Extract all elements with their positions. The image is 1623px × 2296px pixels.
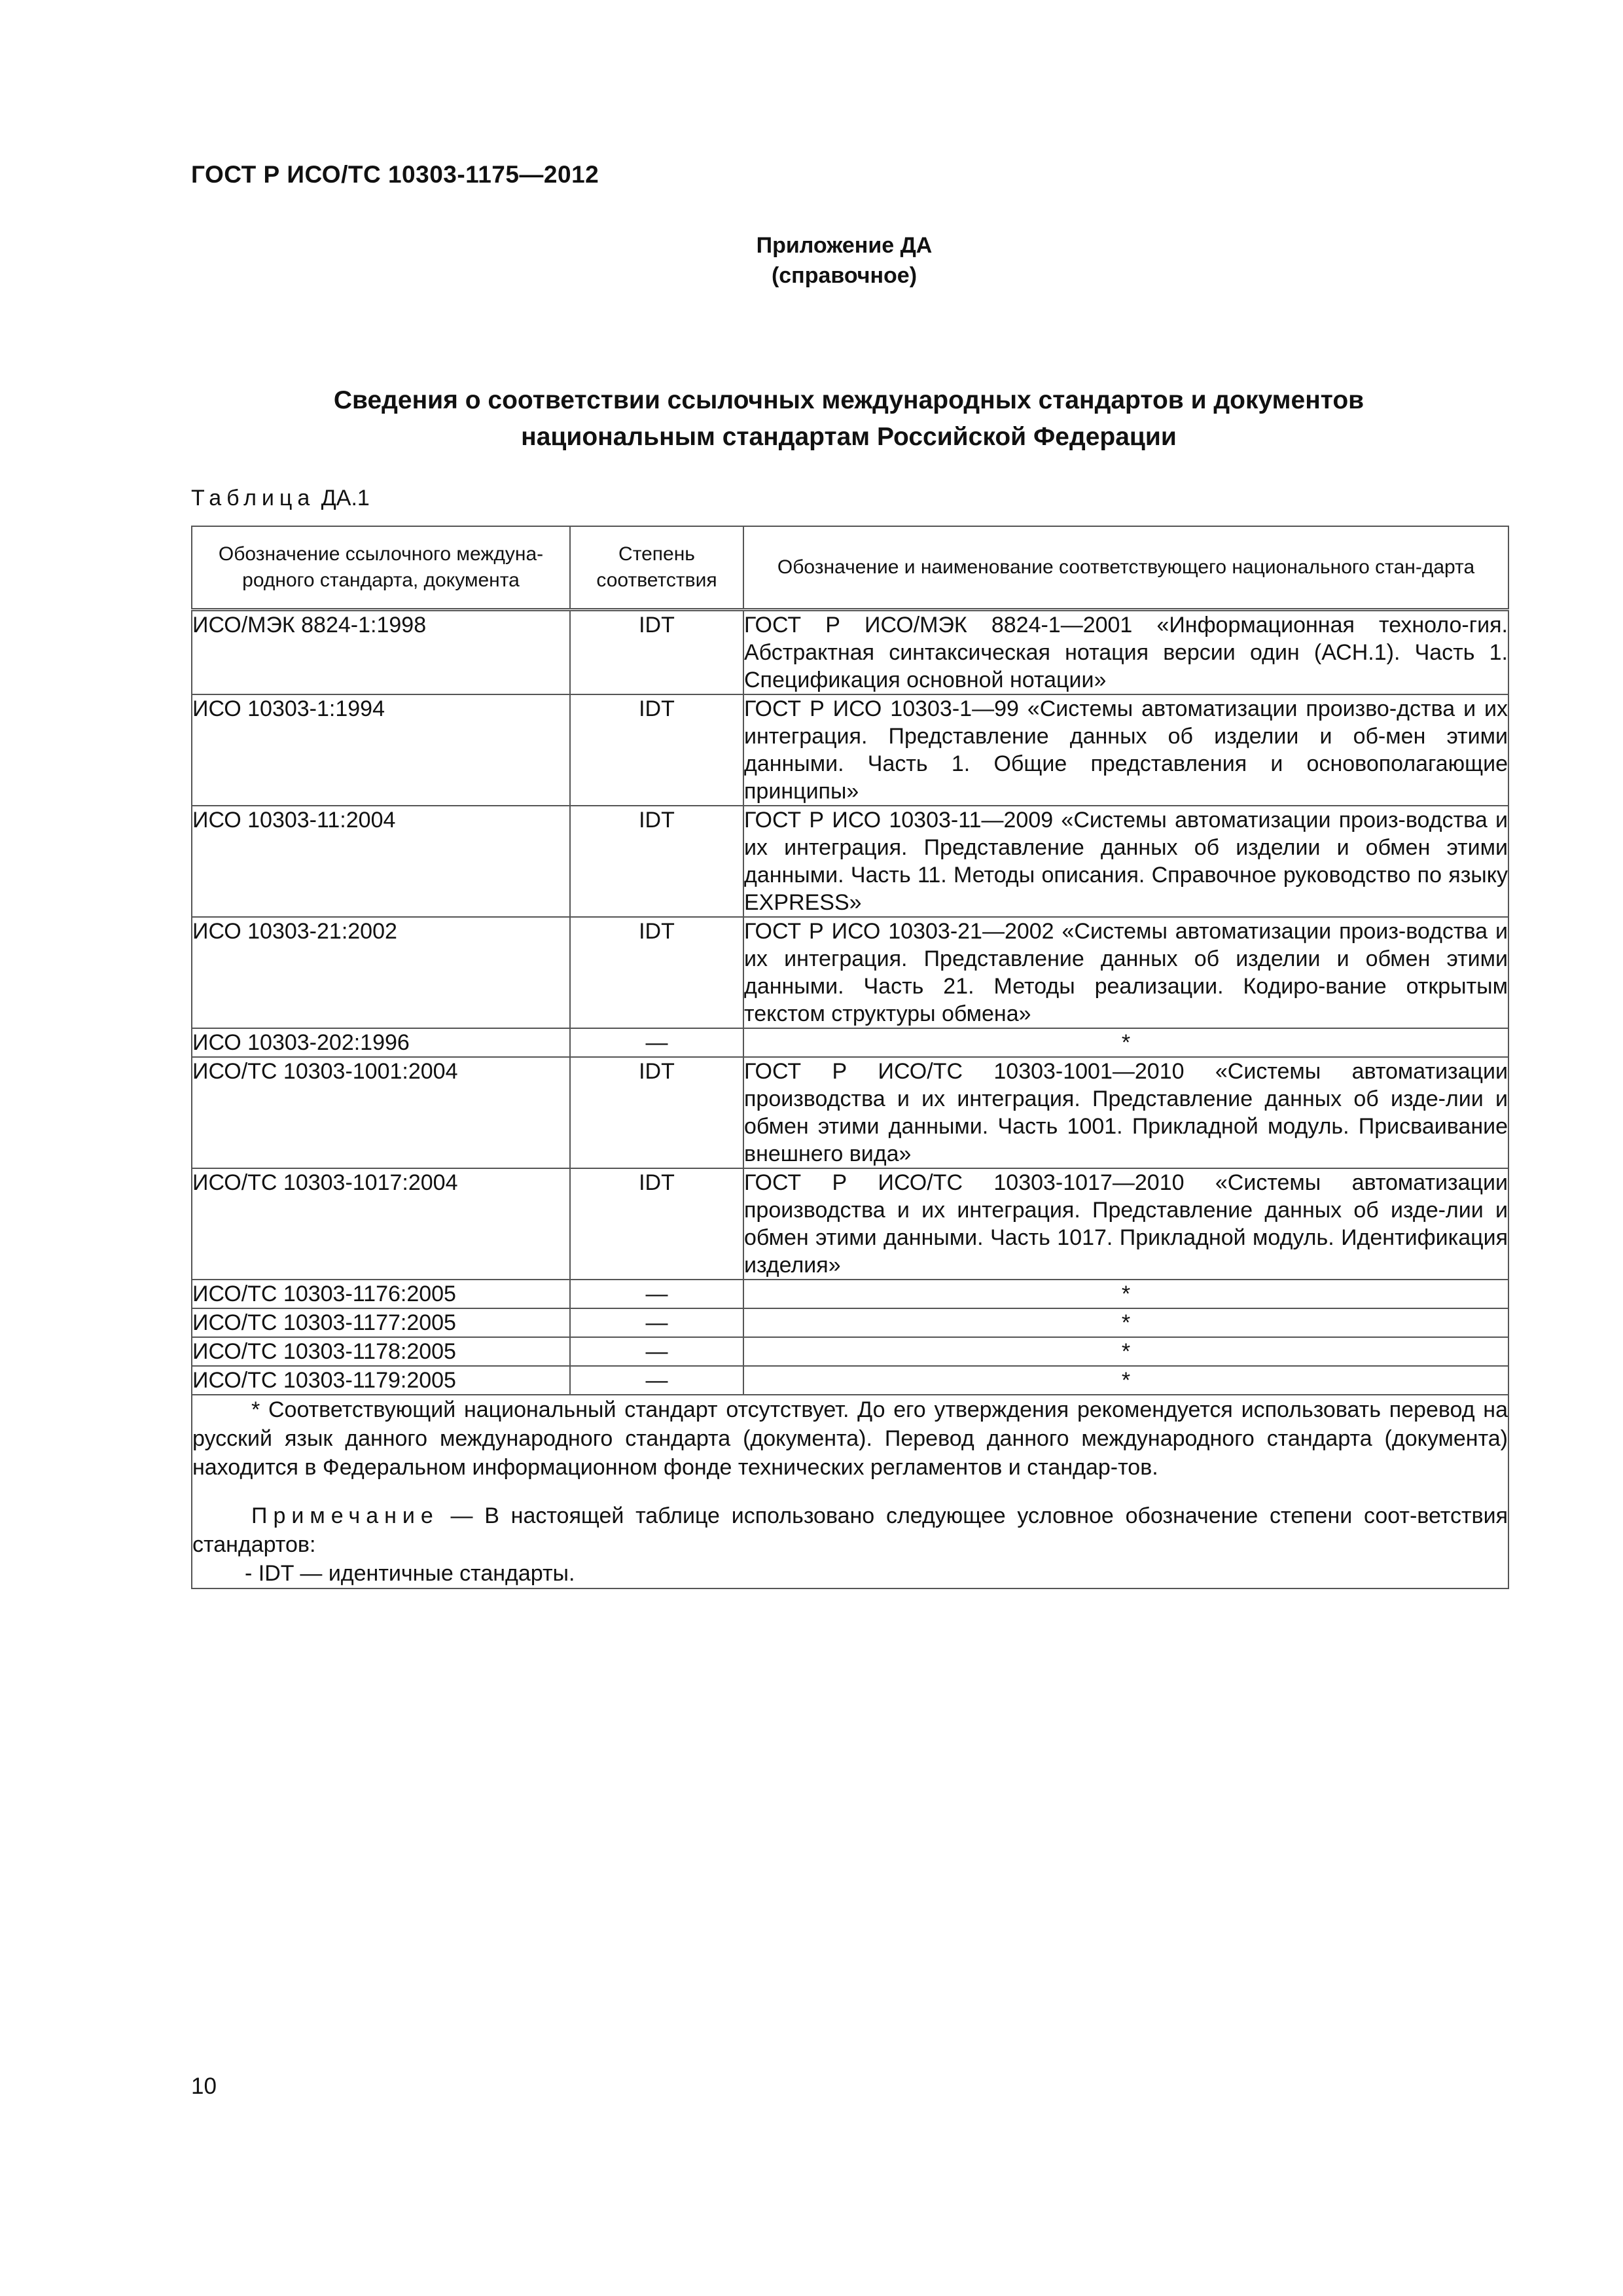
header-national-standard: Обозначение и наименование соответствующего национального стан-дарта — [743, 526, 1508, 610]
degree-cell: — — [570, 1308, 743, 1337]
national-standard-cell: * — [743, 1308, 1508, 1337]
degree-cell: — — [570, 1028, 743, 1057]
note-paragraph — [192, 1501, 1508, 1559]
degree-cell: — — [570, 1337, 743, 1366]
header-reference-standard: Обозначение ссылочного междуна-родного стандарта, документа — [192, 526, 570, 610]
table-caption-number: ДА.1 — [321, 486, 370, 511]
reference-standard-cell: ИСО/ТС 10303-1017:2004 — [192, 1168, 570, 1280]
table-notes — [192, 1395, 1508, 1588]
reference-standard-cell: ИСО 10303-202:1996 — [192, 1028, 570, 1057]
table-header-row — [192, 526, 1508, 610]
table-row — [192, 1308, 1508, 1337]
degree-cell: IDT — [570, 1057, 743, 1168]
degree-cell: IDT — [570, 694, 743, 806]
table-row — [192, 694, 1508, 806]
page-number: 10 — [191, 2073, 217, 2099]
table-row — [192, 1028, 1508, 1057]
national-standard-cell: ГОСТ Р ИСО/ТС 10303-1001—2010 «Системы автоматизации производства и их интеграция. Представление данных об изде-лии и обмен этими данными. Часть 1001. Прикладной модуль. Присваивание внешнего вида» — [743, 1057, 1508, 1168]
reference-standard-cell: ИСО 10303-21:2002 — [192, 917, 570, 1028]
table-caption — [191, 486, 370, 511]
table-caption-word: Таблица — [191, 486, 315, 511]
national-standard-cell: * — [743, 1366, 1508, 1395]
header-degree: Степень соответствия — [570, 526, 743, 610]
national-standard-cell: * — [743, 1280, 1508, 1308]
reference-standard-cell: ИСО/МЭК 8824-1:1998 — [192, 610, 570, 695]
degree-cell: IDT — [570, 806, 743, 917]
table-row — [192, 1280, 1508, 1308]
national-standard-cell: ГОСТ Р ИСО 10303-1—99 «Системы автоматизации произво-дства и их интеграция. Представление данных об изделии и об-мен этими данными. Часть 1. Общие представления и основополагающие принципы» — [743, 694, 1508, 806]
degree-cell: — — [570, 1366, 743, 1395]
note-text: — В настоящей таблице использовано следующее условное обозначение степени соот-ветствия стандартов: — [192, 1503, 1508, 1557]
table-row — [192, 1337, 1508, 1366]
national-standard-cell: * — [743, 1337, 1508, 1366]
appendix-type: (справочное) — [771, 263, 918, 288]
reference-standard-cell: ИСО/ТС 10303-1177:2005 — [192, 1308, 570, 1337]
table-row — [192, 917, 1508, 1028]
degree-cell: IDT — [570, 610, 743, 695]
section-title — [191, 382, 1507, 456]
correspondence-table — [191, 526, 1509, 1589]
national-standard-cell: * — [743, 1028, 1508, 1057]
national-standard-cell: ГОСТ Р ИСО/ТС 10303-1017—2010 «Системы автоматизации производства и их интеграция. Представление данных об изде-лии и обмен этими данными. Часть 1017. Прикладной модуль. Идентификация изделия» — [743, 1168, 1508, 1280]
footnote-text: * Соответствующий национальный стандарт отсутствует. До его утверждения рекомендуется использовать перевод на русский язык данного международного стандарта (документа). Перевод данного международного стандарта (документа) находится в Федеральном информационном фонде технических регламентов и стандар-тов. — [192, 1397, 1508, 1480]
national-standard-cell: ГОСТ Р ИСО/МЭК 8824-1—2001 «Информационная техноло-гия. Абстрактная синтаксическая нотация версии один (АСН.1). Часть 1. Спецификация основной нотации» — [743, 610, 1508, 695]
national-standard-cell: ГОСТ Р ИСО 10303-11—2009 «Системы автоматизации произ-водства и их интеграция. Представление данных об изделии и обмен этими данными. Часть 11. Методы описания. Справочное руководство по языку EXPRESS» — [743, 806, 1508, 917]
degree-cell: — — [570, 1280, 743, 1308]
reference-standard-cell: ИСО 10303-11:2004 — [192, 806, 570, 917]
document-header: ГОСТ Р ИСО/ТС 10303-1175—2012 — [191, 161, 599, 188]
appendix-heading — [0, 230, 1623, 291]
note-item: - IDT — идентичные стандарты. — [245, 1561, 575, 1586]
table-notes-row — [192, 1395, 1508, 1588]
reference-standard-cell: ИСО 10303-1:1994 — [192, 694, 570, 806]
appendix-label: Приложение ДА — [756, 233, 933, 258]
table-row — [192, 1366, 1508, 1395]
reference-standard-cell: ИСО/ТС 10303-1176:2005 — [192, 1280, 570, 1308]
table-row — [192, 1168, 1508, 1280]
degree-cell: IDT — [570, 917, 743, 1028]
national-standard-cell: ГОСТ Р ИСО 10303-21—2002 «Системы автоматизации произ-водства и их интеграция. Представление данных об изделии и обмен этими данными. Часть 21. Методы реализации. Кодиро-вание открытым текстом структуры обмена» — [743, 917, 1508, 1028]
table-row — [192, 1057, 1508, 1168]
table-row — [192, 806, 1508, 917]
reference-standard-cell: ИСО/ТС 10303-1001:2004 — [192, 1057, 570, 1168]
degree-cell: IDT — [570, 1168, 743, 1280]
note-label: Примечание — [251, 1503, 439, 1528]
table-row — [192, 610, 1508, 695]
reference-standard-cell: ИСО/ТС 10303-1179:2005 — [192, 1366, 570, 1395]
reference-standard-cell: ИСО/ТС 10303-1178:2005 — [192, 1337, 570, 1366]
section-title-line-2: национальным стандартам Российской Федерации — [521, 423, 1177, 451]
section-title-line-1: Сведения о соответствии ссылочных международных стандартов и документов — [333, 386, 1364, 414]
